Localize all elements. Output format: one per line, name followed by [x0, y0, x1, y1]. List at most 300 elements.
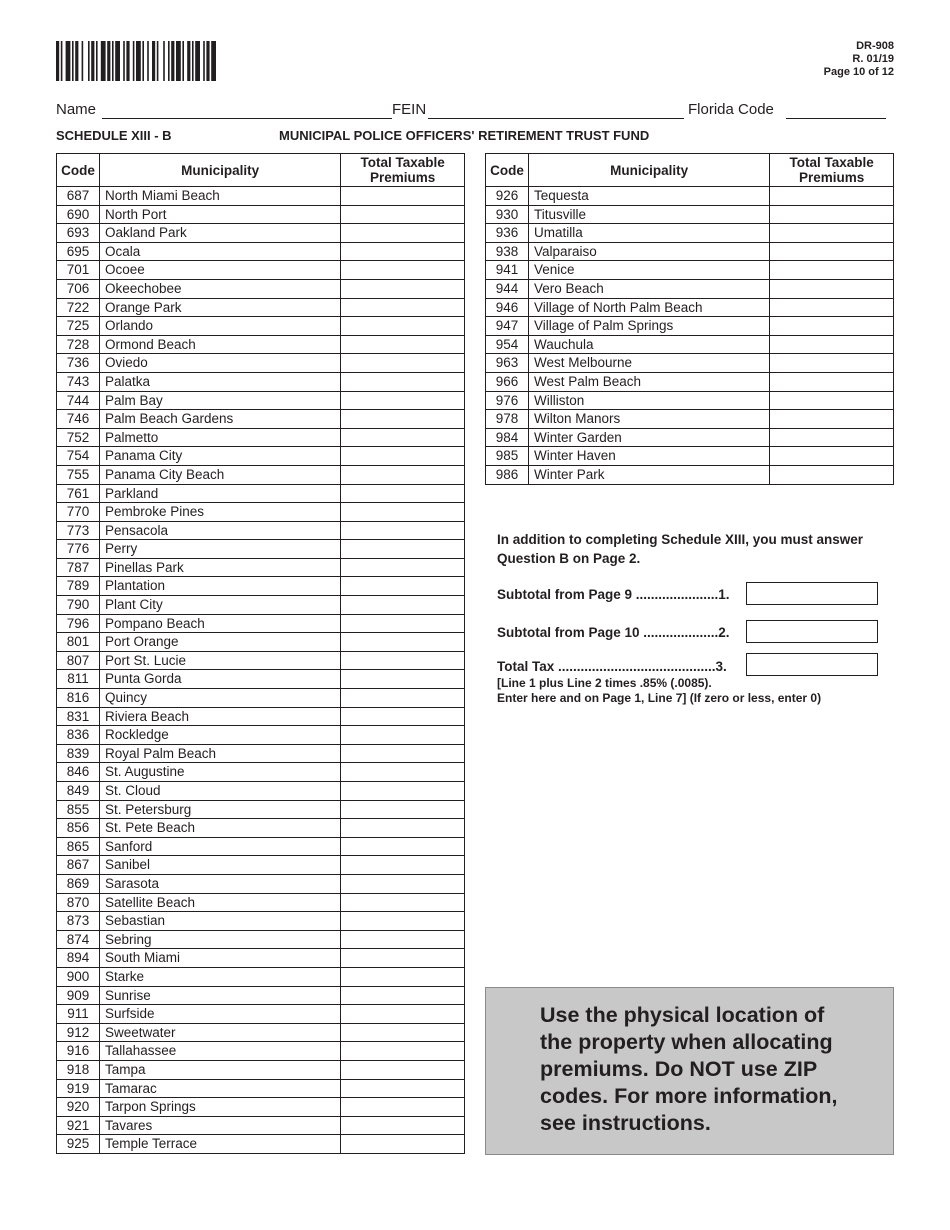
municipality-name: Perry — [99, 540, 340, 559]
municipality-name: Palm Bay — [99, 391, 340, 410]
premium-input[interactable] — [341, 1135, 465, 1154]
premium-input[interactable] — [341, 335, 465, 354]
municipality-name: Pompano Beach — [99, 614, 340, 633]
municipality-code: 752 — [57, 428, 100, 447]
municipality-code: 736 — [57, 354, 100, 373]
table-row — [57, 447, 465, 466]
municipality-name: Panama City — [99, 447, 340, 466]
municipality-code: 930 — [486, 205, 529, 224]
municipality-code: 754 — [57, 447, 100, 466]
municipality-name: Umatilla — [528, 224, 769, 243]
municipality-code: 801 — [57, 633, 100, 652]
premium-input[interactable] — [770, 317, 894, 336]
municipality-name: Satellite Beach — [99, 893, 340, 912]
premiums-header: Total Taxable Premiums — [770, 154, 894, 187]
municipality-code: 911 — [57, 1005, 100, 1024]
premium-input[interactable] — [341, 205, 465, 224]
municipality-name: Royal Palm Beach — [99, 744, 340, 763]
premium-input[interactable] — [341, 893, 465, 912]
municipality-name: North Port — [99, 205, 340, 224]
municipality-code: 687 — [57, 187, 100, 206]
premium-input[interactable] — [341, 1079, 465, 1098]
municipality-code: 963 — [486, 354, 529, 373]
table-row — [486, 428, 894, 447]
municipality-code: 743 — [57, 372, 100, 391]
table-row — [57, 819, 465, 838]
premium-input[interactable] — [341, 819, 465, 838]
premium-input[interactable] — [341, 1023, 465, 1042]
municipality-name: Sarasota — [99, 874, 340, 893]
municipality-name: St. Cloud — [99, 782, 340, 801]
instructions-text: In addition to completing Schedule XIII, you must answer Question B on Page 2. — [497, 532, 864, 566]
table-row — [57, 279, 465, 298]
municipality-name: Parkland — [99, 484, 340, 503]
premium-input[interactable] — [770, 205, 894, 224]
municipality-code: 706 — [57, 279, 100, 298]
table-row — [57, 596, 465, 615]
premium-input[interactable] — [341, 800, 465, 819]
subtotal-page9-label: Subtotal from Page 9 ......................1. — [497, 587, 730, 602]
premium-input[interactable] — [341, 558, 465, 577]
municipality-code: 839 — [57, 744, 100, 763]
municipality-name: Pembroke Pines — [99, 503, 340, 522]
premium-input[interactable] — [341, 410, 465, 429]
municipality-name: Tavares — [99, 1116, 340, 1135]
table-row — [57, 484, 465, 503]
table-row — [57, 428, 465, 447]
premium-input[interactable] — [341, 577, 465, 596]
municipality-code: 946 — [486, 298, 529, 317]
municipality-name: Sunrise — [99, 986, 340, 1005]
municipality-code: 921 — [57, 1116, 100, 1135]
municipality-name: Tequesta — [528, 187, 769, 206]
table-row — [57, 261, 465, 280]
table-row — [57, 1116, 465, 1135]
municipality-code: 976 — [486, 391, 529, 410]
premium-input[interactable] — [341, 707, 465, 726]
table-row — [57, 949, 465, 968]
table-row — [486, 317, 894, 336]
premium-input[interactable] — [341, 633, 465, 652]
municipality-code: 918 — [57, 1060, 100, 1079]
premium-input[interactable] — [341, 1005, 465, 1024]
premium-input[interactable] — [341, 1060, 465, 1079]
premium-input[interactable] — [770, 465, 894, 484]
table-row — [57, 521, 465, 540]
premium-input[interactable] — [770, 224, 894, 243]
municipality-code: 761 — [57, 484, 100, 503]
premium-input[interactable] — [341, 912, 465, 931]
municipality-name: St. Augustine — [99, 763, 340, 782]
municipality-name: West Palm Beach — [528, 372, 769, 391]
premium-input[interactable] — [770, 391, 894, 410]
note-line-2: Enter here and on Page 1, Line 7] (If zero or less, enter 0) — [497, 691, 822, 705]
municipality-table-left — [56, 153, 465, 1154]
premium-input[interactable] — [341, 763, 465, 782]
municipality-code: 925 — [57, 1135, 100, 1154]
municipality-name: Punta Gorda — [99, 670, 340, 689]
premium-input[interactable] — [341, 596, 465, 615]
municipality-code: 941 — [486, 261, 529, 280]
table-row — [57, 967, 465, 986]
municipality-code: 867 — [57, 856, 100, 875]
table-row — [57, 707, 465, 726]
table-row — [486, 279, 894, 298]
premium-input[interactable] — [341, 428, 465, 447]
municipality-code: 770 — [57, 503, 100, 522]
table-row — [486, 261, 894, 280]
premium-input[interactable] — [341, 837, 465, 856]
premium-input[interactable] — [341, 930, 465, 949]
premium-input[interactable] — [341, 689, 465, 708]
code-header: Code — [57, 154, 100, 187]
premium-input[interactable] — [341, 317, 465, 336]
municipality-code: 846 — [57, 763, 100, 782]
premium-input[interactable] — [341, 540, 465, 559]
form-id-block — [824, 40, 894, 79]
municipality-name: Riviera Beach — [99, 707, 340, 726]
municipality-code: 787 — [57, 558, 100, 577]
municipality-code: 807 — [57, 651, 100, 670]
municipality-code: 926 — [486, 187, 529, 206]
subtotal-page10-label: Subtotal from Page 10 ....................2. — [497, 625, 730, 640]
table-row — [57, 614, 465, 633]
municipality-code: 985 — [486, 447, 529, 466]
municipality-code: 693 — [57, 224, 100, 243]
municipality-name: Tamarac — [99, 1079, 340, 1098]
table-row — [57, 856, 465, 875]
table-row — [57, 744, 465, 763]
schedule-id: SCHEDULE XIII - B — [56, 128, 172, 143]
table-row — [57, 1079, 465, 1098]
table-row — [57, 912, 465, 931]
premium-input[interactable] — [770, 242, 894, 261]
municipality-name: South Miami — [99, 949, 340, 968]
municipality-code: 874 — [57, 930, 100, 949]
municipality-name: Ocala — [99, 242, 340, 261]
municipality-code: 816 — [57, 689, 100, 708]
municipality-name: Pensacola — [99, 521, 340, 540]
municipality-header: Municipality — [528, 154, 769, 187]
municipality-header: Municipality — [99, 154, 340, 187]
table-row — [57, 391, 465, 410]
municipality-code: 870 — [57, 893, 100, 912]
municipality-code: 836 — [57, 726, 100, 745]
fein-field[interactable] — [428, 118, 684, 119]
name-label: Name — [56, 101, 97, 118]
premium-input[interactable] — [341, 447, 465, 466]
premium-input[interactable] — [341, 726, 465, 745]
premium-input[interactable] — [770, 372, 894, 391]
table-row — [486, 372, 894, 391]
municipality-name: Village of Palm Springs — [528, 317, 769, 336]
municipality-code: 894 — [57, 949, 100, 968]
municipality-code: 865 — [57, 837, 100, 856]
table-row — [57, 1005, 465, 1024]
code-header: Code — [486, 154, 529, 187]
municipality-code: 966 — [486, 372, 529, 391]
table-row — [486, 298, 894, 317]
municipality-code: 695 — [57, 242, 100, 261]
premium-input[interactable] — [341, 484, 465, 503]
municipality-name: Sanibel — [99, 856, 340, 875]
table-row — [57, 1042, 465, 1061]
municipality-name: Panama City Beach — [99, 465, 340, 484]
municipality-name: Wauchula — [528, 335, 769, 354]
municipality-name: Oviedo — [99, 354, 340, 373]
table-row — [57, 874, 465, 893]
premium-input[interactable] — [341, 744, 465, 763]
municipality-code: 936 — [486, 224, 529, 243]
table-row — [57, 205, 465, 224]
municipality-name: Oakland Park — [99, 224, 340, 243]
premium-input[interactable] — [770, 298, 894, 317]
municipality-code: 869 — [57, 874, 100, 893]
florida-code-field[interactable] — [786, 118, 886, 119]
municipality-name: Plant City — [99, 596, 340, 615]
premium-input[interactable] — [770, 187, 894, 206]
municipality-name: Orlando — [99, 317, 340, 336]
table-row — [486, 391, 894, 410]
municipality-name: Temple Terrace — [99, 1135, 340, 1154]
municipality-name: Quincy — [99, 689, 340, 708]
municipality-name: Plantation — [99, 577, 340, 596]
municipality-code: 954 — [486, 335, 529, 354]
premium-input[interactable] — [341, 465, 465, 484]
municipality-name: Palatka — [99, 372, 340, 391]
table-row — [57, 689, 465, 708]
table-row — [57, 670, 465, 689]
fein-label: FEIN — [392, 101, 427, 118]
municipality-table-right — [485, 153, 894, 485]
table-row — [57, 837, 465, 856]
table-row — [57, 335, 465, 354]
callout-text: Use the physical location of the property when allocating premiums. Do NOT use ZIP codes. For more information, see instructions. — [540, 1003, 838, 1135]
table-row — [486, 447, 894, 466]
municipality-name: Sebastian — [99, 912, 340, 931]
premium-input[interactable] — [341, 670, 465, 689]
premium-input[interactable] — [341, 187, 465, 206]
table-row — [57, 503, 465, 522]
municipality-code: 978 — [486, 410, 529, 429]
total-tax-note — [497, 676, 821, 706]
premium-input[interactable] — [341, 949, 465, 968]
municipality-code: 909 — [57, 986, 100, 1005]
municipality-name: Palmetto — [99, 428, 340, 447]
premium-input[interactable] — [341, 224, 465, 243]
premium-input[interactable] — [341, 354, 465, 373]
municipality-name: Orange Park — [99, 298, 340, 317]
municipality-name: Sweetwater — [99, 1023, 340, 1042]
table-row — [57, 1098, 465, 1117]
table-row — [486, 354, 894, 373]
municipality-code: 831 — [57, 707, 100, 726]
premium-input[interactable] — [341, 242, 465, 261]
premium-input[interactable] — [770, 410, 894, 429]
table-row — [486, 335, 894, 354]
municipality-name: Port Orange — [99, 633, 340, 652]
name-field[interactable] — [102, 118, 392, 119]
barcode — [56, 41, 280, 81]
note-line-1: [Line 1 plus Line 2 times .85% (.0085). — [497, 676, 712, 690]
total-tax-label: Total Tax ..........................................3. — [497, 659, 727, 674]
municipality-code: 725 — [57, 317, 100, 336]
table-row — [486, 205, 894, 224]
municipality-name: North Miami Beach — [99, 187, 340, 206]
table-row — [57, 317, 465, 336]
table-row — [57, 633, 465, 652]
table-row — [57, 558, 465, 577]
premium-input[interactable] — [770, 354, 894, 373]
municipality-name: Tarpon Springs — [99, 1098, 340, 1117]
form-number: DR-908 — [856, 40, 894, 52]
premium-input[interactable] — [341, 782, 465, 801]
municipality-code: 789 — [57, 577, 100, 596]
total-tax-input[interactable] — [746, 653, 878, 676]
table-row — [57, 800, 465, 819]
municipality-code: 855 — [57, 800, 100, 819]
table-row — [486, 242, 894, 261]
table-row — [57, 651, 465, 670]
municipality-code: 744 — [57, 391, 100, 410]
table-row — [57, 986, 465, 1005]
table-row — [57, 187, 465, 206]
premium-input[interactable] — [341, 298, 465, 317]
table-row — [486, 224, 894, 243]
municipality-code: 773 — [57, 521, 100, 540]
premiums-header: Total Taxable Premiums — [341, 154, 465, 187]
premium-input[interactable] — [770, 335, 894, 354]
premium-input[interactable] — [341, 261, 465, 280]
form-revision: R. 01/19 — [852, 53, 894, 65]
premium-input[interactable] — [341, 1116, 465, 1135]
municipality-name: Winter Garden — [528, 428, 769, 447]
schedule-title: MUNICIPAL POLICE OFFICERS' RETIREMENT TRUST FUND — [279, 128, 650, 143]
taxpayer-header — [56, 101, 894, 123]
municipality-name: Pinellas Park — [99, 558, 340, 577]
table-row — [57, 372, 465, 391]
premium-input[interactable] — [770, 279, 894, 298]
municipality-name: Sanford — [99, 837, 340, 856]
municipality-code: 722 — [57, 298, 100, 317]
municipality-name: Village of North Palm Beach — [528, 298, 769, 317]
municipality-code: 790 — [57, 596, 100, 615]
municipality-code: 856 — [57, 819, 100, 838]
premium-input[interactable] — [341, 1098, 465, 1117]
municipality-code: 873 — [57, 912, 100, 931]
municipality-code: 690 — [57, 205, 100, 224]
table-row — [57, 354, 465, 373]
municipality-name: St. Petersburg — [99, 800, 340, 819]
page-number: Page 10 of 12 — [823, 66, 894, 78]
municipality-name: Winter Haven — [528, 447, 769, 466]
table-row — [57, 763, 465, 782]
municipality-name: Ocoee — [99, 261, 340, 280]
table-row — [57, 726, 465, 745]
table-row — [57, 410, 465, 429]
municipality-name: West Melbourne — [528, 354, 769, 373]
allocation-callout — [485, 987, 894, 1155]
subtotal-page9-input[interactable] — [746, 582, 878, 605]
municipality-name: Rockledge — [99, 726, 340, 745]
municipality-code: 944 — [486, 279, 529, 298]
premium-input[interactable] — [341, 391, 465, 410]
municipality-name: Winter Park — [528, 465, 769, 484]
table-row — [57, 1023, 465, 1042]
municipality-code: 916 — [57, 1042, 100, 1061]
table-row — [57, 782, 465, 801]
municipality-name: Okeechobee — [99, 279, 340, 298]
municipality-code: 938 — [486, 242, 529, 261]
municipality-code: 984 — [486, 428, 529, 447]
municipality-code: 776 — [57, 540, 100, 559]
municipality-name: Port St. Lucie — [99, 651, 340, 670]
premium-input[interactable] — [341, 967, 465, 986]
municipality-name: Tallahassee — [99, 1042, 340, 1061]
municipality-name: Ormond Beach — [99, 335, 340, 354]
municipality-name: Vero Beach — [528, 279, 769, 298]
premium-input[interactable] — [341, 372, 465, 391]
municipality-code: 796 — [57, 614, 100, 633]
premium-input[interactable] — [341, 651, 465, 670]
table-row — [486, 187, 894, 206]
premium-input[interactable] — [770, 261, 894, 280]
florida-code-label: Florida Code — [688, 101, 774, 118]
table-row — [57, 540, 465, 559]
municipality-code: 728 — [57, 335, 100, 354]
table-row — [486, 465, 894, 484]
table-row — [57, 930, 465, 949]
table-row — [57, 1135, 465, 1154]
premium-input[interactable] — [341, 986, 465, 1005]
municipality-name: Surfside — [99, 1005, 340, 1024]
premium-input[interactable] — [341, 503, 465, 522]
municipality-code: 920 — [57, 1098, 100, 1117]
municipality-name: Titusville — [528, 205, 769, 224]
table-row — [57, 893, 465, 912]
table-row — [57, 224, 465, 243]
municipality-code: 919 — [57, 1079, 100, 1098]
municipality-name: Williston — [528, 391, 769, 410]
table-row — [57, 577, 465, 596]
table-row — [57, 465, 465, 484]
municipality-name: Sebring — [99, 930, 340, 949]
premium-input[interactable] — [341, 279, 465, 298]
premium-input[interactable] — [341, 856, 465, 875]
municipality-name: Wilton Manors — [528, 410, 769, 429]
table-row — [57, 1060, 465, 1079]
premium-input[interactable] — [770, 428, 894, 447]
premium-input[interactable] — [770, 447, 894, 466]
municipality-name: Starke — [99, 967, 340, 986]
municipality-code: 746 — [57, 410, 100, 429]
municipality-code: 900 — [57, 967, 100, 986]
premium-input[interactable] — [341, 521, 465, 540]
table-row — [57, 242, 465, 261]
municipality-code: 701 — [57, 261, 100, 280]
premium-input[interactable] — [341, 1042, 465, 1061]
municipality-code: 986 — [486, 465, 529, 484]
premium-input[interactable] — [341, 874, 465, 893]
municipality-code: 811 — [57, 670, 100, 689]
municipality-name: Valparaiso — [528, 242, 769, 261]
subtotal-page10-input[interactable] — [746, 620, 878, 643]
municipality-code: 912 — [57, 1023, 100, 1042]
municipality-name: Tampa — [99, 1060, 340, 1079]
premium-input[interactable] — [341, 614, 465, 633]
municipality-name: Palm Beach Gardens — [99, 410, 340, 429]
municipality-code: 755 — [57, 465, 100, 484]
